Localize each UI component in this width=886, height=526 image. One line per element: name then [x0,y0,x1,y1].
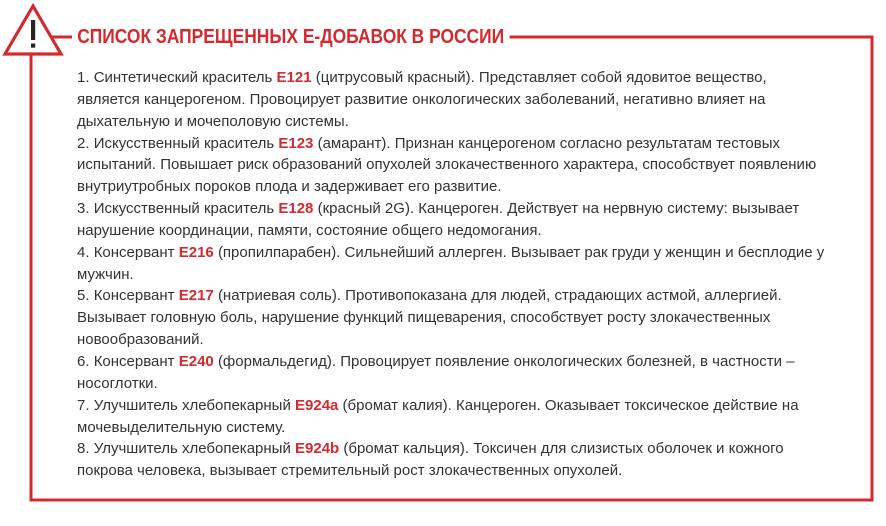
list-item [77,242,857,286]
list-item [77,438,857,482]
item-description: (бромат калия). Канцероген. Оказывает токсическое действие на [342,396,799,414]
item-first-line [77,242,857,264]
item-description: (амарант). Признан канцерогеном согласно результатам тестовых [317,134,780,152]
item-line: покрова человека, вызывает стремительный рост злокачественных опухолей. [77,462,623,480]
item-description: (натриевая соль). Противопоказана для людей, страдающих астмой, аллергией. [217,287,782,305]
item-number: 4. [77,243,90,261]
page-title: СПИСОК ЗАПРЕЩЕННЫХ Е-ДОБАВОК В РОССИИ [72,25,509,49]
item-number: 7. [77,396,90,414]
list-item [77,395,857,439]
e-code: E123 [278,134,314,152]
item-first-line [77,198,857,220]
item-description: (пропилпарабен). Сильнейший аллерген. Вызывает рак груди у женщин и бесплодие у [217,243,825,261]
e-code: E121 [276,69,312,86]
item-line: мужчин. [77,265,134,283]
item-line: новообразований. [77,331,204,349]
item-first-line [77,395,857,417]
item-number: 8. [77,440,90,458]
item-description: (цитрусовый красный). Представляет собой ядовитое вещество, [315,69,767,86]
item-number: 1. [77,69,90,86]
e-code: E924b [295,440,340,458]
item-description: (красный 2G). Канцероген. Действует на нервную систему: вызывает [317,200,800,218]
item-category: Искусственный краситель [93,134,275,152]
item-category: Консервант [93,243,175,261]
additives-list [77,67,857,482]
item-description: (формальдегид). Провоцирует появление онкологических болезней, в частности – [217,352,795,370]
item-category: Консервант [93,352,175,370]
item-line: мочевыделительную систему. [77,418,286,436]
e-code: E216 [178,243,214,261]
list-item [77,67,857,133]
item-line: нарушение координации, памяти, состояние общего недомогания. [77,221,542,239]
item-line: дыхательную и мочеполовую системы. [77,112,349,130]
item-line: носоглотки. [77,374,158,392]
item-first-line [77,133,857,155]
item-number: 3. [77,200,90,218]
e-code: E217 [178,287,214,305]
item-number: 5. [77,287,90,305]
item-category: Синтетический краситель [93,69,273,86]
e-code: E128 [278,200,314,218]
item-line: Вызывает головную боль, нарушение функций пищеварения, способствует росту злокачественных [77,309,771,327]
item-category: Консервант [93,287,175,305]
item-description: (бромат кальция). Токсичен для слизистых оболочек и кожного [343,440,784,458]
list-item [77,198,857,242]
item-first-line [77,438,857,460]
item-first-line [77,351,857,373]
exclamation-dot [31,44,35,48]
item-category: Улучшитель хлебопекарный [93,440,291,458]
item-number: 6. [77,352,90,370]
list-item [77,133,857,199]
item-category: Улучшитель хлебопекарный [93,396,291,414]
list-item [77,351,857,395]
item-first-line [77,285,857,307]
item-line: является канцерогеном. Провоцирует развитие онкологических заболеваний, негативно влияет на [77,90,766,108]
item-number: 2. [77,134,90,152]
exclamation-bar [31,20,35,40]
item-first-line [77,67,857,89]
item-line: испытаний. Повышает риск образований опухолей злокачественного характера, способствует появлению [77,156,817,174]
warning-icon [5,6,61,54]
item-line: внутриутробных пороков плода и задерживает его развитие. [77,178,502,196]
item-category: Искусственный краситель [93,200,275,218]
list-item [77,285,857,351]
e-code: E240 [178,352,214,370]
e-code: E924a [295,396,339,414]
